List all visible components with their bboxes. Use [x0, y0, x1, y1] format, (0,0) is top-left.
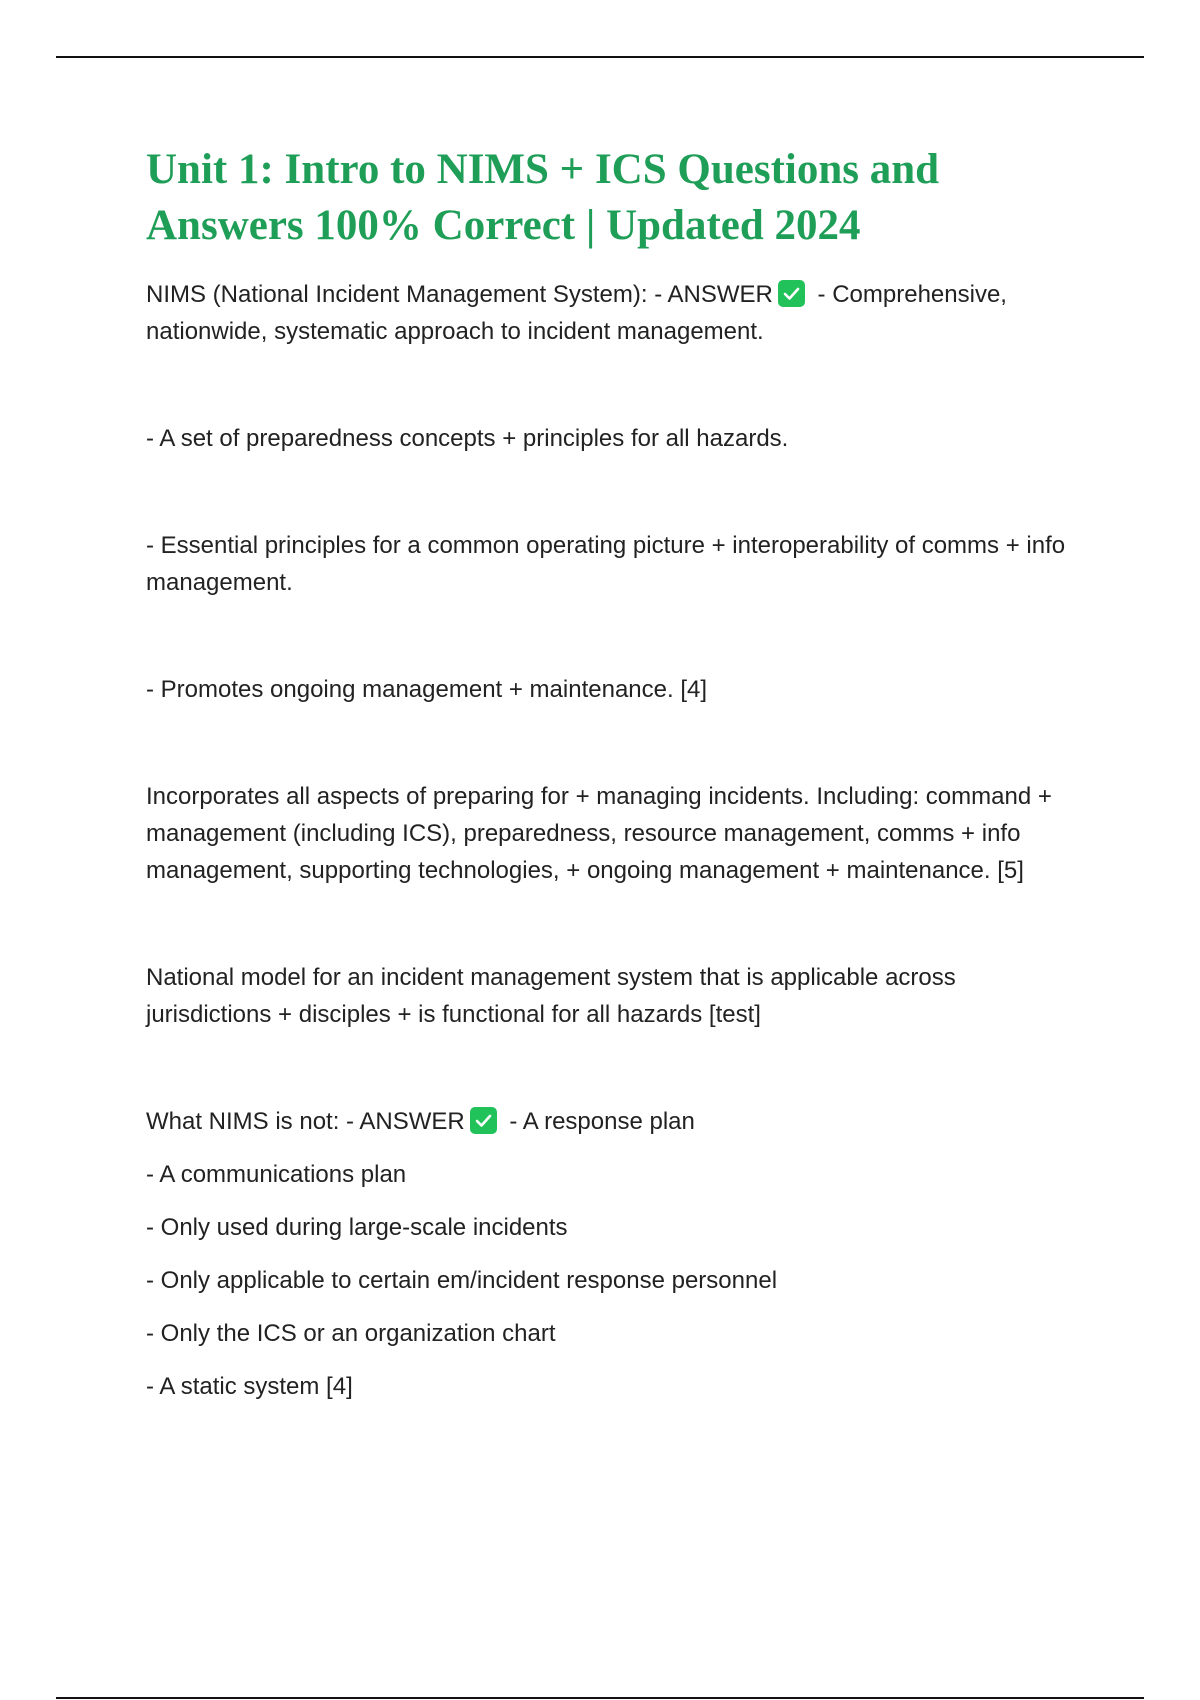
- header-rule: [56, 56, 1144, 58]
- document-body: [146, 142, 1076, 1405]
- q1-item: National model for an incident management system that is applicable across jurisdictions + disciples + is functional for all hazards [test]: [146, 964, 956, 1028]
- document-title: Unit 1: Intro to NIMS + ICS Questions and Answers 100% Correct | Updated 2024: [146, 146, 940, 249]
- q2-item: - Only applicable to certain em/incident response personnel: [146, 1267, 778, 1294]
- checkmark-icon: [470, 1107, 497, 1134]
- q2-item: - A static system [4]: [146, 1373, 353, 1400]
- checkmark-icon: [778, 280, 805, 307]
- q2-item: - Only the ICS or an organization chart: [146, 1320, 556, 1347]
- footer-rule: [56, 1697, 1144, 1699]
- q2-item: - A communications plan: [146, 1161, 407, 1188]
- q2-paragraph: [146, 1103, 1076, 1140]
- q1-answer-start: - Comprehensive, nationwide, systematic approach to incident management.: [146, 281, 1007, 345]
- q1-question: NIMS (National Incident Management System): - ANSWER: [146, 281, 773, 308]
- q1-item: Incorporates all aspects of preparing for + managing incidents. Including: command + management (including ICS), preparedness, resource management, comms + info management, supporting technologies, + ongoing management + maintenance. [5]: [146, 783, 1052, 884]
- q1-item: - Essential principles for a common operating picture + interoperability of comms + info management.: [146, 532, 1066, 596]
- q1-item: - A set of preparedness concepts + principles for all hazards.: [146, 425, 789, 452]
- q2-answer-start: - A response plan: [502, 1108, 695, 1135]
- q2-item: - Only used during large-scale incidents: [146, 1214, 568, 1241]
- q2-question: What NIMS is not: - ANSWER: [146, 1108, 465, 1135]
- q1-item: - Promotes ongoing management + maintenance. [4]: [146, 676, 707, 703]
- q1-paragraph: [146, 276, 1076, 350]
